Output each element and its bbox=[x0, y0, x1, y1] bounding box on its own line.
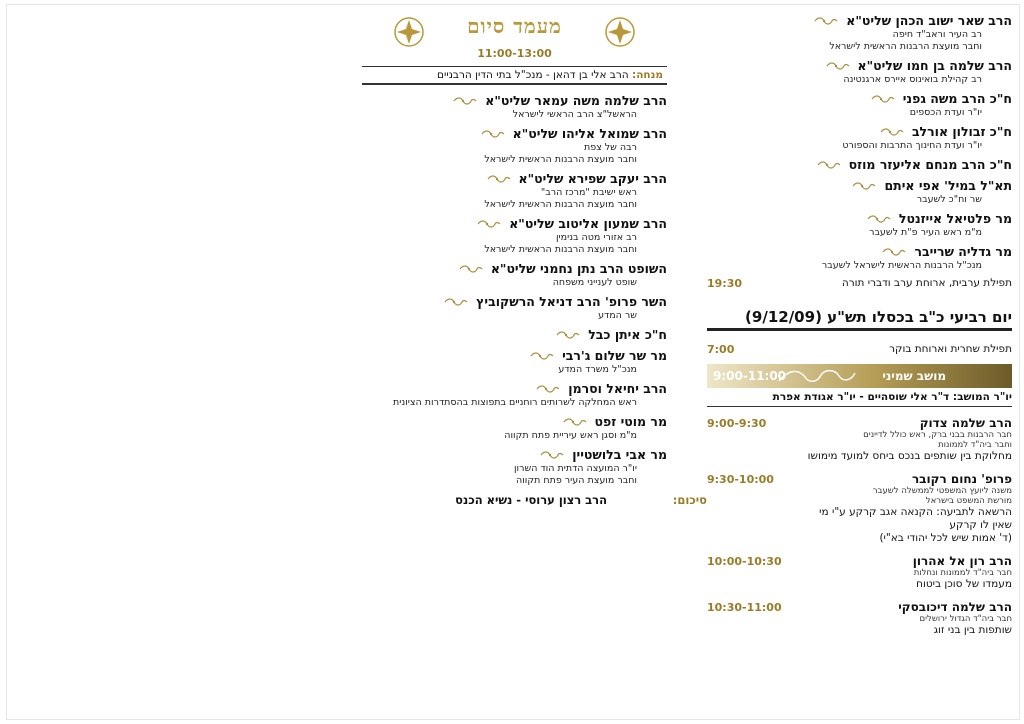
speaker-name: הרב שמואל אליהו שליט"א bbox=[512, 126, 667, 141]
summary-label: סיכום: bbox=[672, 493, 707, 507]
closing-column bbox=[362, 13, 707, 507]
program-page bbox=[6, 4, 1020, 720]
moderator-label: מנחה: bbox=[632, 69, 663, 81]
speaker-entry bbox=[362, 126, 667, 166]
scroll-ornament-icon bbox=[563, 417, 587, 427]
speaker-role: שר וח"כ לשעבר bbox=[916, 194, 982, 205]
speaker-name-row bbox=[362, 126, 667, 142]
evening-time: 19:30 bbox=[707, 277, 743, 290]
closing-title: מעמד סיום bbox=[467, 14, 562, 38]
speaker-role: רב אזורי מטה בנימין bbox=[555, 232, 637, 243]
summary-row bbox=[362, 493, 707, 507]
lecturer-title: מורשת המשפט בישראל bbox=[925, 496, 1012, 506]
lecture-entry bbox=[707, 416, 1012, 463]
lecture-head bbox=[707, 554, 1012, 568]
day-heading: יום רביעי כ"ב בכסלו תש"ע (9/12/09) bbox=[707, 308, 1012, 331]
session-time: 9:00-11:00 bbox=[713, 369, 787, 383]
scroll-ornament-icon bbox=[867, 214, 891, 224]
lecture-entry bbox=[707, 472, 1012, 545]
scroll-ornament-icon bbox=[477, 219, 501, 229]
speaker-entry bbox=[362, 348, 667, 376]
closing-time: 11:00-13:00 bbox=[477, 47, 552, 60]
speaker-role: וחבר מועצת הרבנות הראשית לישראל bbox=[484, 154, 637, 165]
evening-text: תפילת ערבית, ארוחת ערב ודברי תורה bbox=[841, 277, 1012, 289]
moderator-text: הרב אלי בן דהאן - מנכ"ל בתי הדין הרבניים bbox=[437, 69, 629, 81]
lecture-entry bbox=[707, 554, 1012, 591]
scroll-ornament-icon bbox=[882, 247, 906, 257]
speaker-role: מנכ"ל הרבנות הראשית לישראל לשעבר bbox=[821, 260, 982, 271]
speaker-role: יו"ר ועדת הכספים bbox=[909, 107, 982, 118]
speaker-entry bbox=[362, 381, 667, 409]
speaker-name-row bbox=[707, 157, 1012, 173]
morning-item bbox=[707, 343, 1012, 356]
speaker-name-row bbox=[362, 414, 667, 430]
lecturer-title: חבר ביה"ד לממונות ונחלות bbox=[913, 568, 1012, 578]
lecturer-name: הרב שלמה צדוק bbox=[919, 416, 1012, 430]
lecture-topic: שאין לו קרקע bbox=[949, 519, 1012, 531]
speaker-entry bbox=[707, 211, 1012, 239]
speaker-name-row bbox=[362, 216, 667, 232]
speaker-role: וחבר מועצת הרבנות הראשית לישראל bbox=[484, 244, 637, 255]
speaker-entry bbox=[707, 157, 1012, 173]
scroll-ornament-icon bbox=[871, 94, 895, 104]
speaker-role: מ"מ ראש העיר פ"ת לשעבר bbox=[869, 227, 982, 238]
speaker-name: ח"כ זבולון אורלב bbox=[911, 124, 1012, 139]
lecture-topic: הרשאה לתביעה: הקנאה אגב קרקע ע"י מי bbox=[819, 506, 1012, 518]
speaker-name-row bbox=[362, 171, 667, 187]
speaker-name: מר אבי בלושטיין bbox=[572, 447, 667, 462]
speaker-name-row bbox=[362, 447, 667, 463]
speaker-entry bbox=[707, 91, 1012, 119]
speaker-name: הרב שלמה משה עמאר שליט"א bbox=[485, 93, 667, 108]
scroll-ornament-icon bbox=[540, 450, 564, 460]
speaker-name-row bbox=[362, 294, 667, 310]
session-title: מושב שמיני bbox=[882, 369, 946, 383]
session-bar bbox=[707, 364, 1012, 388]
lecture-entry bbox=[707, 600, 1012, 637]
speaker-role: מנכ"ל משרד המדע bbox=[558, 364, 637, 375]
speaker-entry bbox=[362, 216, 667, 256]
speaker-name: הרב שמעון אליטוב שליט"א bbox=[509, 216, 667, 231]
speaker-name-row bbox=[707, 211, 1012, 227]
speaker-role: שר המדע bbox=[598, 310, 637, 321]
speaker-name: תא"ל במיל' אפי איתם bbox=[884, 178, 1012, 193]
speaker-entry bbox=[707, 124, 1012, 152]
speaker-name-row bbox=[707, 13, 1012, 29]
speaker-role: הראשל"צ הרב הראשי לישראל bbox=[512, 109, 637, 120]
summary-text: הרב רצון ערוסי - נשיא הכנס bbox=[455, 493, 607, 507]
speaker-entry bbox=[707, 244, 1012, 272]
speaker-name-row bbox=[707, 91, 1012, 107]
scroll-ornament-icon bbox=[530, 351, 554, 361]
lecture-time: 9:30-10:00 bbox=[707, 472, 774, 486]
lecturer-title: חבר ביה"ד הגדול ירושלים bbox=[919, 614, 1012, 624]
speaker-name: ח"כ איתן כבל bbox=[588, 327, 667, 342]
speaker-name-row bbox=[362, 261, 667, 277]
speaker-role: מ"מ וסגן ראש עיריית פתח תקווה bbox=[504, 430, 637, 441]
speaker-entry bbox=[362, 261, 667, 289]
speaker-role: ראש ישיבת "מרכז הרב" bbox=[540, 187, 637, 198]
session-chair: יו"ר המושב: ד"ר אלי שוסהיים - יו"ר אגודת אפרת bbox=[707, 388, 1012, 407]
speaker-name: השופט הרב נתן נחמני שליט"א bbox=[490, 261, 667, 276]
speaker-name-row bbox=[362, 381, 667, 397]
scroll-ornament-icon bbox=[852, 181, 876, 191]
scroll-ornament-icon bbox=[444, 297, 468, 307]
lecture-head bbox=[707, 600, 1012, 614]
speaker-name: הרב יחיאל וסרמן bbox=[568, 381, 667, 396]
scroll-ornament-icon bbox=[817, 160, 841, 170]
speaker-entry bbox=[362, 171, 667, 211]
speaker-name: השר פרופ' הרב דניאל הרשקוביץ bbox=[476, 294, 667, 309]
speaker-name-row bbox=[362, 93, 667, 109]
speaker-name: ח"כ הרב מנחם אליעזר מוזס bbox=[848, 157, 1012, 172]
lecture-topic: מעמדו של סוכן ביטוח bbox=[916, 578, 1012, 590]
morning-text: תפילת שחרית וארוחת בוקר bbox=[889, 343, 1012, 355]
lecture-time: 10:30-11:00 bbox=[707, 600, 782, 614]
scroll-ornament-icon bbox=[453, 96, 477, 106]
lecture-list bbox=[707, 416, 1012, 637]
speaker-role: וחבר מועצת העיר פתח תקווה bbox=[516, 475, 637, 486]
speaker-name: הרב שלמה בן חמו שליט"א bbox=[857, 58, 1012, 73]
moderator-line bbox=[362, 66, 667, 85]
speaker-name: מר מוטי זפט bbox=[594, 414, 667, 429]
scroll-ornament-icon bbox=[481, 129, 505, 139]
lecture-topic: מחלוקת בין שותפים בנכס ביחס למועד מימושו bbox=[807, 450, 1012, 462]
scroll-ornament-icon bbox=[556, 330, 580, 340]
closing-title-block bbox=[362, 13, 667, 53]
speaker-name-row bbox=[362, 348, 667, 364]
speaker-role: יו"ר המועצה הדתית הוד השרון bbox=[513, 463, 637, 474]
lecture-topic: שותפות בין בני זוג bbox=[933, 624, 1012, 636]
speaker-entry bbox=[362, 327, 667, 343]
scroll-ornament-icon bbox=[459, 264, 483, 274]
scroll-ornament-icon bbox=[826, 61, 850, 71]
speaker-entry bbox=[707, 58, 1012, 86]
scroll-ornament-icon bbox=[536, 384, 560, 394]
swirl-ornament-icon bbox=[777, 367, 857, 385]
speaker-name-row bbox=[707, 178, 1012, 194]
speaker-name: מר שר שלום ג'רבי bbox=[562, 348, 667, 363]
lecture-head bbox=[707, 416, 1012, 430]
speaker-role: רב קהילת בואינוס איירס ארגנטינה bbox=[843, 74, 982, 85]
lecturer-name: הרב שלמה דיכובסקי bbox=[898, 600, 1012, 614]
scroll-ornament-icon bbox=[880, 127, 904, 137]
speaker-name-row bbox=[707, 244, 1012, 260]
speaker-role: וחבר מועצת הרבנות הראשית לישראל bbox=[484, 199, 637, 210]
crest-icon bbox=[603, 15, 637, 49]
lecture-time: 10:00-10:30 bbox=[707, 554, 782, 568]
speaker-name: מר גדליה שרייבר bbox=[914, 244, 1012, 259]
lecture-topic: (ד' אמות שיש לכל יהודי בא"י) bbox=[879, 532, 1012, 544]
lecturer-name: פרופ' נחום רקובר bbox=[911, 472, 1012, 486]
speaker-name: ח"כ הרב משה גפני bbox=[902, 91, 1012, 106]
speaker-role: שופט לענייני משפחה bbox=[552, 277, 637, 288]
scroll-ornament-icon bbox=[487, 174, 511, 184]
speaker-entry bbox=[362, 447, 667, 487]
speaker-entry bbox=[707, 178, 1012, 206]
speaker-list-right bbox=[707, 13, 1012, 272]
lecture-time: 9:00-9:30 bbox=[707, 416, 767, 430]
speaker-role: ראש המחלקה לשרותים רוחניים בתפוצות בהסתדרות הציונית bbox=[393, 397, 637, 408]
speaker-name-row bbox=[707, 124, 1012, 140]
speaker-entry bbox=[707, 13, 1012, 53]
speaker-name: מר פלטיאל אייזנטל bbox=[898, 211, 1012, 226]
evening-item bbox=[707, 277, 1012, 290]
morning-time: 7:00 bbox=[707, 343, 735, 356]
speaker-entry bbox=[362, 294, 667, 322]
speaker-list-closing bbox=[362, 93, 667, 487]
lecturer-title: חבר הרבנות בבני ברק, ראש כולל לדיינים bbox=[863, 430, 1012, 440]
lecturer-name: הרב רון אל אהרון bbox=[912, 554, 1012, 568]
speaker-name-row bbox=[707, 58, 1012, 74]
scroll-ornament-icon bbox=[814, 16, 838, 26]
lecture-head bbox=[707, 472, 1012, 486]
speaker-role: רבה של צפת bbox=[583, 142, 637, 153]
speaker-name: הרב יעקב שפירא שליט"א bbox=[518, 171, 667, 186]
speaker-role: וחבר מועצת הרבנות הראשית לישראל bbox=[829, 41, 982, 52]
speaker-entry bbox=[362, 93, 667, 121]
lecturer-title: משנה ליועץ המשפטי לממשלה לשעבר bbox=[872, 486, 1012, 496]
speaker-name: הרב שאר ישוב הכהן שליט"א bbox=[846, 13, 1012, 28]
right-column bbox=[707, 13, 1012, 637]
speaker-role: רב העיר וראב"ד חיפה bbox=[892, 29, 982, 40]
crest-icon bbox=[392, 15, 426, 49]
speaker-name-row bbox=[362, 327, 667, 343]
speaker-role: יו"ר ועדת החינוך התרבות והספורט bbox=[842, 140, 982, 151]
speaker-entry bbox=[362, 414, 667, 442]
lecturer-title: וחבר ביה"ד לממונות bbox=[938, 440, 1012, 450]
